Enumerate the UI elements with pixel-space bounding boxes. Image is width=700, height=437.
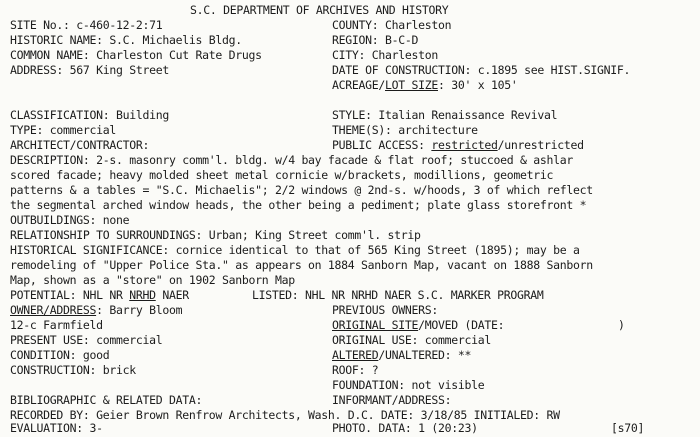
card-title: S.C. DEPARTMENT OF ARCHIVES AND HISTORY xyxy=(190,3,449,17)
altered-unaltered xyxy=(332,348,471,363)
original-use: ORIGINAL USE: commercial xyxy=(332,333,491,347)
lot-size-label: LOT SIZE xyxy=(385,78,438,92)
moved-date-close: ) xyxy=(618,318,625,332)
altered: ALTERED xyxy=(332,348,379,362)
evaluation: EVALUATION: 3- xyxy=(10,421,103,435)
potential-rest: NAER xyxy=(155,288,189,302)
county: COUNTY: Charleston xyxy=(332,18,452,32)
date-of-construction: DATE OF CONSTRUCTION: c.1895 see HIST.SIGNIF. xyxy=(332,63,631,77)
potential xyxy=(10,288,189,303)
public-access-selected: restricted xyxy=(431,138,498,152)
common-name: COMMON NAME: Charleston Cut Rate Drugs xyxy=(10,48,262,62)
description-line: scored facade; heavy molded sheet metal cornicie w/brackets, modillions, geometric xyxy=(10,168,554,182)
construction: CONSTRUCTION: brick xyxy=(10,363,136,377)
city: CITY: Charleston xyxy=(332,48,438,62)
description-line: patterns & a tables = "S.C. Michaelis"; 2/2 windows @ 2nd-s. w/hoods, 3 of which reflect xyxy=(10,183,593,197)
photo-data: PHOTO. DATA: 1 (20:23) xyxy=(332,421,478,435)
lot-size-value: : 30' x 105' xyxy=(438,78,518,92)
roof: ROOF: ? xyxy=(332,363,379,377)
public-access-rest: /unrestricted xyxy=(497,138,584,152)
owner-value: : Barry Bloom xyxy=(96,303,183,317)
card-code: [s70] xyxy=(611,421,645,435)
type: TYPE: commercial xyxy=(10,123,116,137)
address: ADDRESS: 567 King Street xyxy=(10,63,169,77)
region: REGION: B-C-D xyxy=(332,33,419,47)
style: STYLE: Italian Renaissance Revival xyxy=(332,108,558,122)
potential-label: POTENTIAL: NHL NR xyxy=(10,288,130,302)
unaltered: /UNALTERED: ** xyxy=(378,348,472,362)
themes: THEME(S): architecture xyxy=(332,123,478,137)
significance-line: Map, shown as a "store" on 1902 Sanborn Map xyxy=(10,273,295,287)
foundation: FOUNDATION: not visible xyxy=(332,378,485,392)
historic-name: HISTORIC NAME: S.C. Michaelis Bldg. xyxy=(10,33,242,47)
description-line: DESCRIPTION: 2-s. masonry comm'l. bldg. w/4 bay facade & flat roof; stuccoed & ashlar xyxy=(10,153,574,167)
public-access-label: PUBLIC ACCESS: xyxy=(332,138,432,152)
architect-contractor: ARCHITECT/CONTRACTOR: xyxy=(10,138,150,152)
bibliographic-data: BIBLIOGRAPHIC & RELATED DATA: xyxy=(10,393,203,407)
original-site-moved xyxy=(332,318,504,333)
description-line: the segmental arched window heads, the other being a pediment; plate glass storefront * xyxy=(10,198,587,212)
acreage-label: ACREAGE/ xyxy=(332,78,385,92)
significance-line: HISTORICAL SIGNIFICANCE: cornice identical to that of 565 King Street (1895); may be a xyxy=(10,243,580,257)
original-site: ORIGINAL SITE xyxy=(332,318,419,332)
previous-owners: PREVIOUS OWNERS: xyxy=(332,303,438,317)
listed: LISTED: NHL NR NRHD NAER S.C. MARKER PROGRAM xyxy=(252,288,544,302)
relationship-to-surroundings: RELATIONSHIP TO SURROUNDINGS: Urban; King Street comm'l. strip xyxy=(10,228,421,242)
significance-line: remodeling of "Upper Police Sta." as appears on 1884 Sanborn Map, vacant on 1888 Sanborn xyxy=(10,258,593,272)
informant-address: INFORMANT/ADDRESS: xyxy=(332,393,452,407)
owner-label: OWNER/ADDRESS xyxy=(10,303,97,317)
owner-street: 12-c Farmfield xyxy=(10,318,103,332)
present-use: PRESENT USE: commercial xyxy=(10,333,163,347)
classification: CLASSIFICATION: Building xyxy=(10,108,169,122)
moved-date: /MOVED (DATE: xyxy=(418,318,505,332)
site-number: SITE No.: c-460-12-2:71 xyxy=(10,18,163,32)
owner-address xyxy=(10,303,182,318)
public-access xyxy=(332,138,584,153)
potential-nrhd: NRHD xyxy=(129,288,156,302)
recorded-by: RECORDED BY: Geier Brown Renfrow Architects, Wash. D.C. DATE: 3/18/85 INITIALED: RW xyxy=(10,408,560,422)
acreage-lot-size xyxy=(332,78,517,93)
outbuildings: OUTBUILDINGS: none xyxy=(10,213,130,227)
condition: CONDITION: good xyxy=(10,348,110,362)
